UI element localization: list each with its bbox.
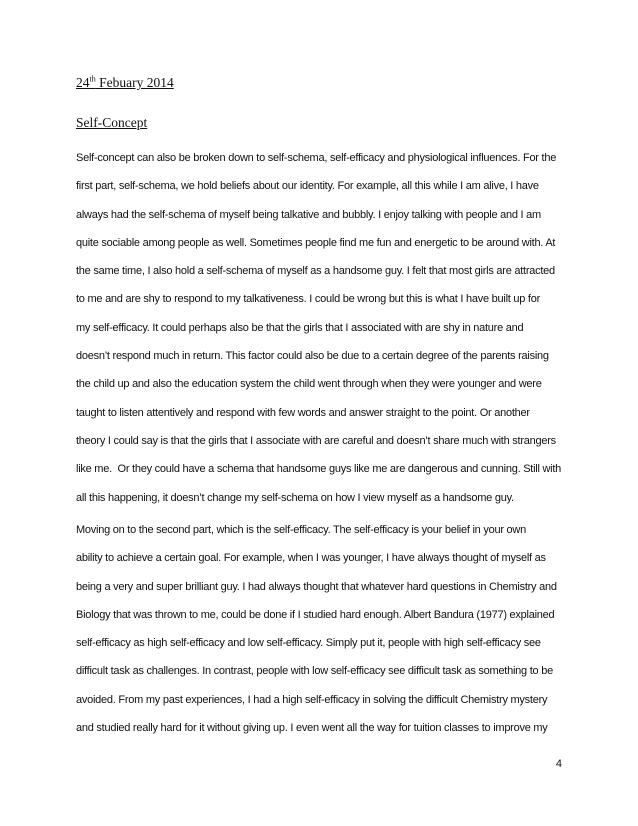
- page-number: 4: [555, 758, 562, 770]
- text-line: taught to listen attentively and respond with few words and answer straight to the point. Or another: [76, 406, 530, 419]
- text-line: the child up and also the education system the child went through when they were younger and were: [76, 378, 542, 391]
- paragraph-self-schema: [76, 144, 576, 512]
- text-line: Biology that was thrown to me, could be done if I studied hard enough. Albert Bandura (1977) explained: [76, 608, 555, 621]
- text-line: Moving on to the second part, which is the self-efficacy. The self-efficacy is your belief in your own: [76, 524, 526, 536]
- text-line: first part, self-schema, we hold beliefs about our identity. For example, all this while I am alive, I have: [76, 180, 539, 193]
- text-line: theory I could say is that the girls that I associate with are careful and doesn’t share much with strangers: [76, 434, 556, 447]
- text-line: the same time, I also hold a self-schema of myself as a handsome guy. I felt that most girls are attracted: [76, 265, 555, 278]
- text-line: my self-efficacy. It could perhaps also be that the girls that I associated with are shy in nature and: [76, 321, 524, 334]
- document-date: [76, 75, 174, 91]
- text-line: and studied really hard for it without giving up. I even went all the way for tuition classes to improve my: [76, 722, 548, 735]
- text-line: being a very and super brilliant guy. I had always thought that whatever hard questions in Chemistry and: [76, 580, 557, 593]
- date-month-year: Febuary 2014: [95, 75, 174, 90]
- text-line: to me and are shy to respond to my talkativeness. I could be wrong but this is what I have built up for: [76, 293, 541, 306]
- date-day: 24: [76, 75, 90, 90]
- text-line: like me. Or they could have a schema that handsome guys like me are dangerous and cunning. Still with: [76, 463, 562, 476]
- text-line: Self-concept can also be broken down to self-schema, self-efficacy and physiological influences. For the: [76, 152, 557, 164]
- text-line: difficult task as challenges. In contrast, people with low self-efficacy see difficult task as something to be: [76, 665, 553, 678]
- text-line: self-efficacy as high self-efficacy and low self-efficacy. Simply put it, people with high self-efficacy see: [76, 637, 541, 650]
- text-line: doesn’t respond much in return. This factor could also be due to a certain degree of the parents raising: [76, 350, 549, 363]
- section-heading: Self-Concept: [76, 115, 148, 130]
- text-line: ability to achieve a certain goal. For example, when I was younger, I have always thought of myself as: [76, 552, 546, 565]
- paragraph-self-efficacy: [76, 516, 576, 742]
- text-line: always had the self-schema of myself being talkative and bubbly. I enjoy talking with people and I am: [76, 208, 541, 221]
- date-day-suffix: th: [89, 74, 96, 84]
- text-line: all this happening, it doesn’t change my self-schema on how I view myself as a handsome guy.: [76, 491, 514, 504]
- text-line: quite sociable among people as well. Sometimes people find me fun and energetic to be around with. At: [76, 236, 556, 249]
- text-line: avoided. From my past experiences, I had a high self-efficacy in solving the difficult Chemistry mystery: [76, 693, 548, 706]
